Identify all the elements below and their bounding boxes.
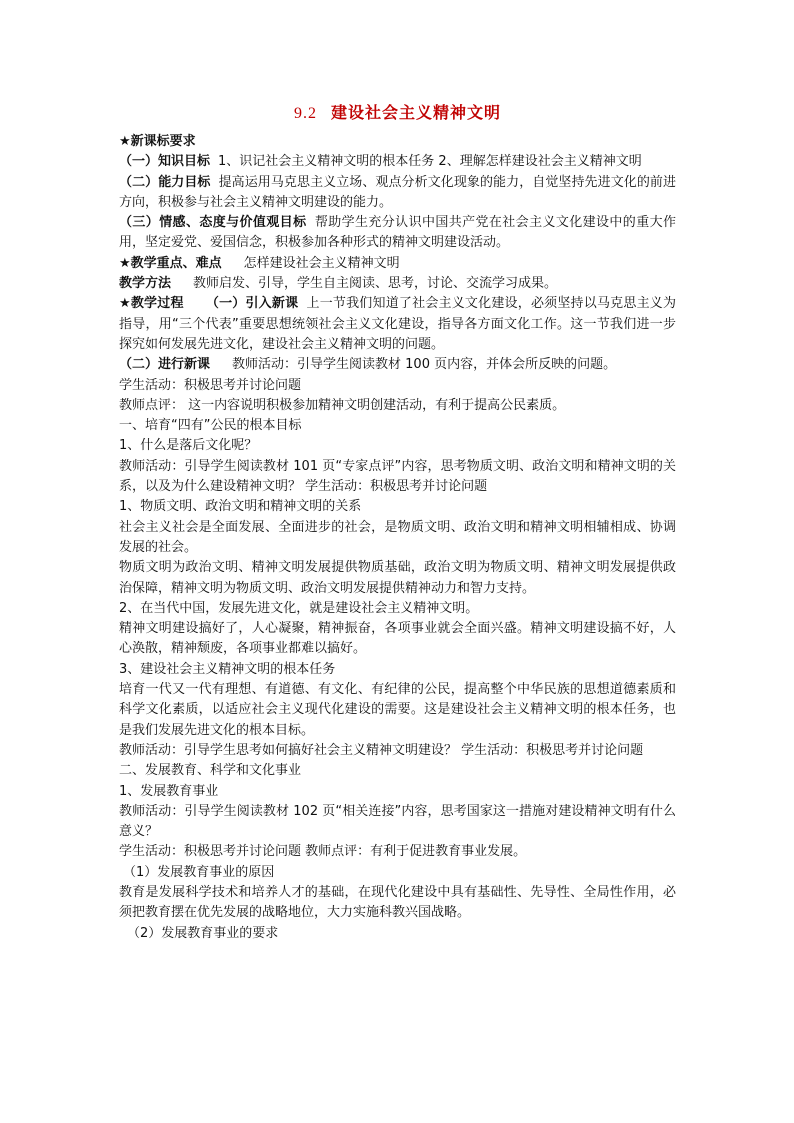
key-points-label: ★教学重点、难点 (119, 255, 222, 271)
body-paragraph: 1、什么是落后文化呢？ (119, 438, 258, 454)
standards-heading: ★新课标要求 (119, 134, 196, 149)
intro-label: （一）引入新课 (205, 296, 299, 312)
body-paragraph: 教师活动：引导学生阅读教材 101 页“专家点评”内容，思考物质文明、政治文明和精神文明的关系，以及为什么建设精神文明？ 学生活动：积极思考并讨论问题 (119, 458, 676, 495)
ability-goal-label: （二）能力目标 (119, 174, 211, 190)
process-new-lesson (119, 355, 676, 375)
teaching-methods (119, 274, 676, 294)
section-heading: 二、发展教育、科学和文化事业 (119, 763, 302, 779)
emotion-goal (119, 213, 676, 254)
body-paragraph: 学生活动：积极思考并讨论问题 教师点评：有利于促进教育事业发展。 (119, 844, 527, 860)
body-paragraph: 教师活动：引导学生阅读教材 102 页“相关连接”内容，思考国家这一措施对建设精神文明有什么意义？ (119, 803, 676, 840)
subsection-heading: 3、建设社会主义精神文明的根本任务 (119, 661, 336, 677)
methods-label: 教学方法 (119, 276, 172, 292)
knowledge-goal-label: （一）知识目标 (119, 154, 211, 170)
emotion-goal-text: 帮助学生充分认识中国共产党在社会主义文化建设中的重大作用，坚定爱党、爱国信念，积极参加各种形式的精神文明建设活动。 (119, 215, 676, 251)
process-intro (119, 294, 676, 355)
key-points-text: 怎样建设社会主义精神文明 (243, 255, 400, 271)
ability-goal (119, 173, 676, 214)
subsection-heading: （2）发展教育事业的要求 (127, 925, 279, 941)
intro-text: 上一节我们知道了社会主义文化建设，必须坚持以马克思主义为指导，用“三个代表”重要思想统领社会主义文化建设，指导各方面文化工作。这一节我们进一步探究如何发展先进文化，建设社会主义精神文明的问题。 (119, 296, 676, 352)
emotion-goal-label: （三）情感、态度与价值观目标 (119, 215, 307, 231)
section-number: 9.2 (293, 105, 317, 122)
body-paragraph: 教师点评： 这一内容说明积极参加精神文明创建活动，有利于提高公民素质。 (119, 397, 566, 413)
body-paragraph: 学生活动：积极思考并讨论问题 (119, 377, 302, 393)
body-paragraph: 精神文明建设搞好了，人心凝聚，精神振奋，各项事业就会全面兴盛。精神文明建设搞不好，人心涣散，精神颓废，各项事业都难以搞好。 (119, 621, 676, 657)
body-paragraph: 物质文明为政治文明、精神文明发展提供物质基础，政治文明为物质文明、精神文明发展提供政治保障，精神文明为物质文明、政治文明发展提供精神动力和智力支持。 (119, 560, 676, 596)
new-lesson-label: （二）进行新课 (119, 357, 211, 373)
key-points (119, 254, 676, 274)
section-heading: 一、培育“四有”公民的根本目标 (119, 418, 302, 434)
process-label: ★教学过程 (119, 296, 184, 312)
subsection-heading: 1、发展教育事业 (119, 783, 219, 799)
subsection-heading: （1）发展教育事业的原因 (123, 864, 275, 880)
page-title (119, 102, 676, 125)
body-paragraph: 教育是发展科学技术和培养人才的基础，在现代化建设中具有基础性、先导性、全局性作用，必须把教育摆在优先发展的战略地位，大力实施科教兴国战略。 (119, 884, 676, 921)
methods-text: 教师启发、引导，学生自主阅读、思考，讨论、交流学习成果。 (193, 276, 558, 292)
new-lesson-text: 教师活动：引导学生阅读教材 100 页内容，并体会所反映的问题。 (232, 357, 617, 373)
body-paragraph: 教师活动：引导学生思考如何搞好社会主义精神文明建设？ 学生活动：积极思考并讨论问题 (119, 742, 644, 758)
body-paragraph: 社会主义社会是全面发展、全面进步的社会，是物质文明、政治文明和精神文明相辅相成、协调发展的社会。 (119, 519, 676, 555)
knowledge-goal (119, 152, 676, 172)
title-text: 建设社会主义精神文明 (330, 103, 501, 122)
knowledge-goal-text: 1、识记社会主义精神文明的根本任务 2、理解怎样建设社会主义精神文明 (218, 154, 642, 170)
body-paragraph: 培育一代又一代有理想、有道德、有文化、有纪律的公民，提高整个中华民族的思想道德素质和科学文化素质，以适应社会主义现代化建设的需要。这是建设社会主义精神文明的根本任务，也是我们发展先进文化的根本目标。 (119, 682, 676, 738)
document-page (119, 102, 676, 944)
ability-goal-text: 提高运用马克思主义立场、观点分析文化现象的能力，自觉坚持先进文化的前进方向，积极参与社会主义精神文明建设的能力。 (119, 174, 676, 210)
subsection-heading: 2、在当代中国，发展先进文化，就是建设社会主义精神文明。 (119, 600, 479, 616)
subsection-heading: 1、物质文明、政治文明和精神文明的关系 (119, 499, 362, 515)
